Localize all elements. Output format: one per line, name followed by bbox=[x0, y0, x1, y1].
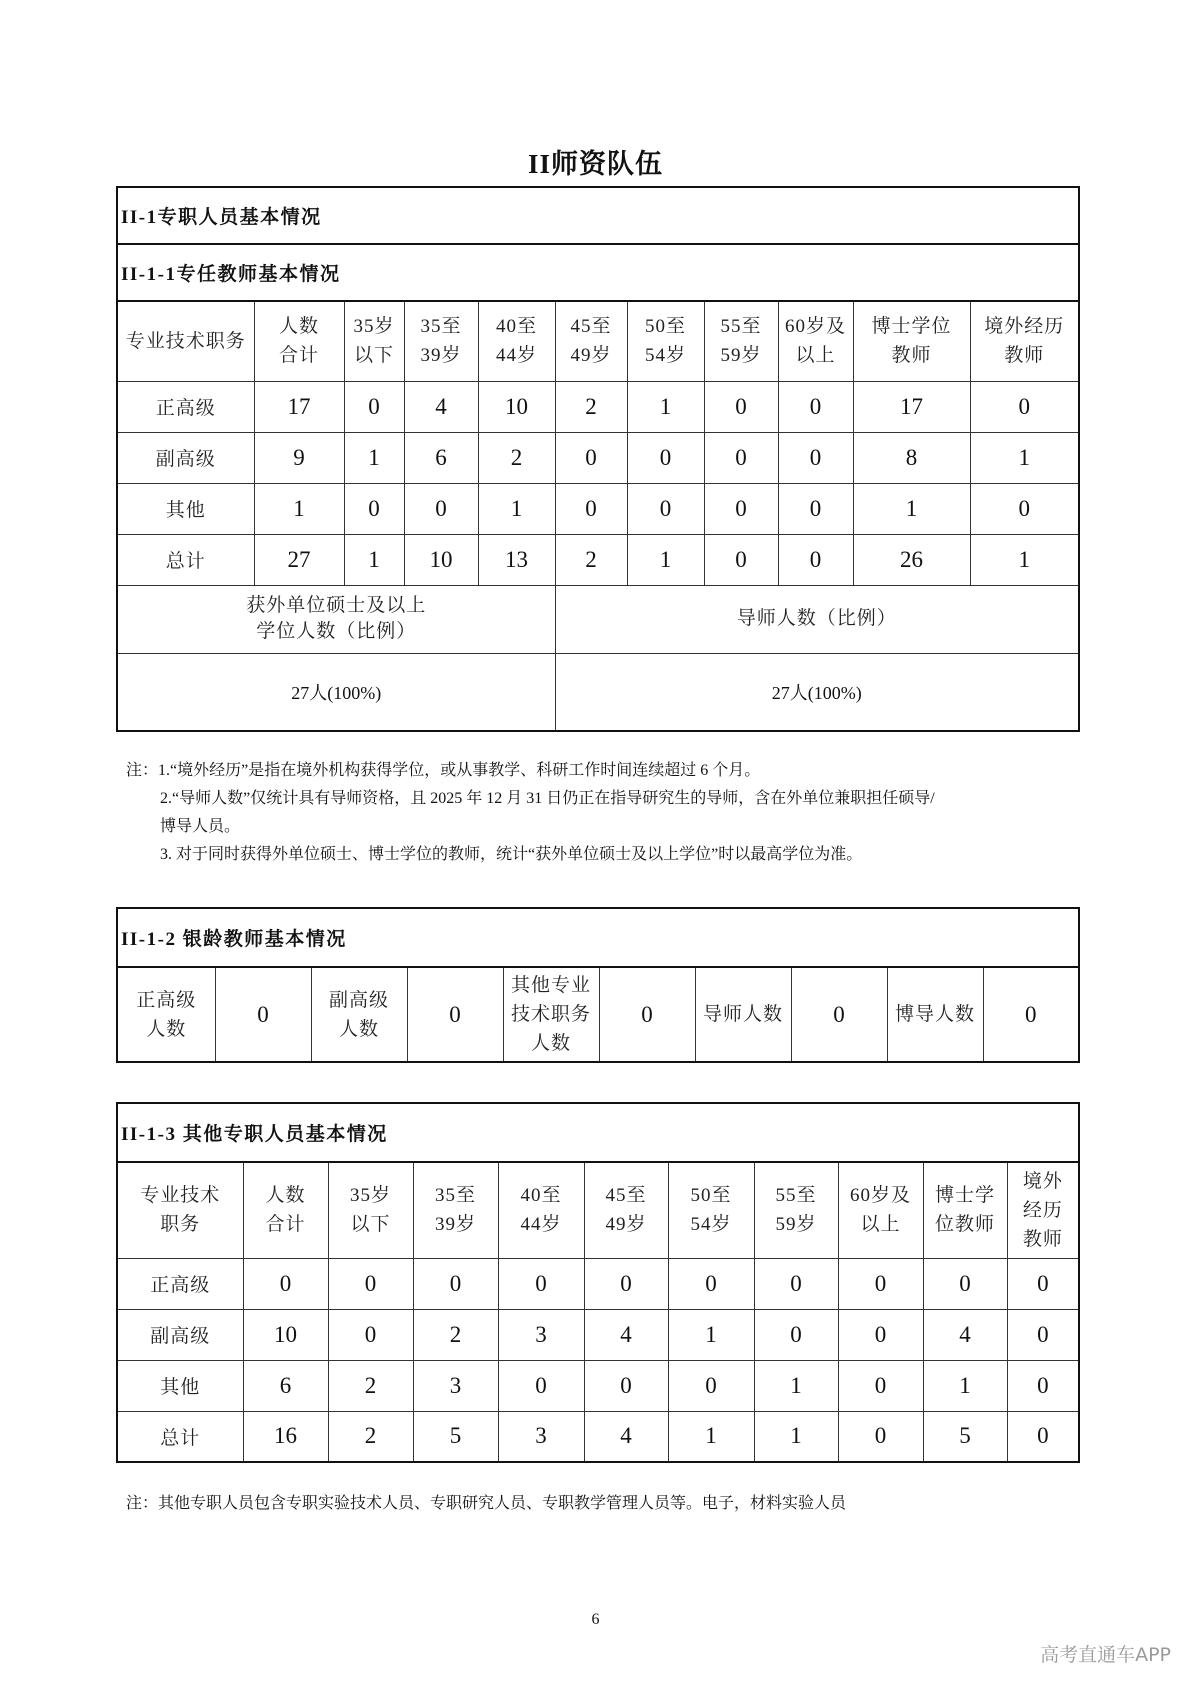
table-cell: 0 bbox=[838, 1258, 923, 1309]
column-header bbox=[404, 301, 478, 381]
note-line: 3. 对于同时获得外单位硕士、博士学位的教师，统计“获外单位硕士及以上学位”时以最高学位为准。 bbox=[160, 846, 863, 863]
table-cell: 2 bbox=[555, 534, 627, 585]
table-cell: 0 bbox=[778, 381, 853, 432]
table-cell: 0 bbox=[1007, 1411, 1079, 1462]
table-cell: 0 bbox=[778, 534, 853, 585]
column-header bbox=[754, 1162, 838, 1258]
column-header bbox=[328, 1162, 413, 1258]
table-cell: 1 bbox=[970, 534, 1079, 585]
label-line: 导师人数（比例） bbox=[736, 608, 897, 629]
table-cell: 1 bbox=[668, 1411, 754, 1462]
table-cell: 5 bbox=[413, 1411, 498, 1462]
column-header bbox=[584, 1162, 668, 1258]
label-line: 位教师 bbox=[934, 1214, 995, 1236]
cell-value: 0 bbox=[791, 967, 887, 1062]
other-staff-table bbox=[116, 1102, 1080, 1463]
cell-label bbox=[887, 967, 983, 1062]
page-number: 6 bbox=[591, 1611, 600, 1628]
subsection-title: II-1-1专任教师基本情况 bbox=[117, 244, 1079, 301]
table-cell: 1 bbox=[627, 534, 704, 585]
table-cell: 3 bbox=[498, 1309, 584, 1360]
table-cell: 0 bbox=[1007, 1258, 1079, 1309]
label-line: 专业技术职务 bbox=[125, 330, 246, 352]
row-label: 总计 bbox=[117, 534, 254, 585]
label-line: 59岁 bbox=[775, 1214, 817, 1236]
section-title: II-1-3 其他专职人员基本情况 bbox=[117, 1103, 1079, 1162]
table-cell: 1 bbox=[970, 432, 1079, 483]
label-line: 60岁及 bbox=[784, 316, 846, 338]
table-cell: 8 bbox=[853, 432, 970, 483]
cell-label bbox=[503, 967, 599, 1062]
table-cell: 4 bbox=[584, 1411, 668, 1462]
table-cell: 0 bbox=[627, 432, 704, 483]
table-row bbox=[117, 1360, 1079, 1411]
table-cell: 0 bbox=[555, 483, 627, 534]
table-cell: 4 bbox=[923, 1309, 1007, 1360]
label-line: 人数 bbox=[265, 1185, 306, 1207]
table-cell: 0 bbox=[778, 483, 853, 534]
label-line: 副高级 bbox=[328, 989, 389, 1011]
label-line: 45至 bbox=[570, 316, 612, 338]
label-line: 54岁 bbox=[690, 1214, 732, 1236]
column-header bbox=[344, 301, 404, 381]
row-label: 正高级 bbox=[117, 381, 254, 432]
label-line: 44岁 bbox=[495, 345, 537, 367]
table-cell: 6 bbox=[404, 432, 478, 483]
label-line: 博士学位 bbox=[871, 316, 952, 338]
label-line: 50至 bbox=[690, 1185, 732, 1207]
label-line: 以上 bbox=[860, 1214, 901, 1236]
column-header bbox=[923, 1162, 1007, 1258]
table-cell: 5 bbox=[923, 1411, 1007, 1462]
section-title: II-1专职人员基本情况 bbox=[117, 187, 1079, 244]
full-time-teachers-table bbox=[116, 186, 1080, 732]
row-label: 副高级 bbox=[117, 1309, 243, 1360]
cell-label bbox=[695, 967, 791, 1062]
column-header bbox=[498, 1162, 584, 1258]
senior-teachers-row bbox=[117, 967, 1079, 1062]
table-header-row bbox=[117, 301, 1079, 381]
column-header bbox=[254, 301, 344, 381]
note-line: 注：其他专职人员包含专职实验技术人员、专职研究人员、专职教学管理人员等。电子，材料实验人员 bbox=[126, 1495, 847, 1512]
table-cell: 16 bbox=[243, 1411, 328, 1462]
label-line: 40至 bbox=[495, 316, 537, 338]
table-cell: 0 bbox=[498, 1258, 584, 1309]
table-row bbox=[117, 381, 1079, 432]
senior-teachers-table bbox=[116, 907, 1080, 1063]
label-line: 其他专业 bbox=[510, 975, 591, 996]
column-header bbox=[838, 1162, 923, 1258]
table-cell: 26 bbox=[853, 534, 970, 585]
supervisor-count-header bbox=[555, 585, 1079, 653]
label-line: 正高级 bbox=[136, 989, 197, 1011]
label-line: 54岁 bbox=[644, 345, 686, 367]
table-cell: 1 bbox=[668, 1309, 754, 1360]
masters-degree-value: 27人(100%) bbox=[117, 653, 555, 731]
cell-label bbox=[311, 967, 407, 1062]
table-row bbox=[117, 1258, 1079, 1309]
table-cell: 0 bbox=[668, 1360, 754, 1411]
table-cell: 0 bbox=[704, 534, 778, 585]
table-cell: 17 bbox=[254, 381, 344, 432]
label-line: 55至 bbox=[775, 1185, 817, 1207]
label-line: 49岁 bbox=[570, 345, 612, 367]
table-cell: 1 bbox=[344, 534, 404, 585]
table-row bbox=[117, 432, 1079, 483]
table-cell: 0 bbox=[243, 1258, 328, 1309]
table-cell: 4 bbox=[584, 1309, 668, 1360]
column-header bbox=[970, 301, 1079, 381]
table-cell: 9 bbox=[254, 432, 344, 483]
label-line: 50至 bbox=[644, 316, 686, 338]
table-cell: 0 bbox=[404, 483, 478, 534]
table-cell: 0 bbox=[344, 381, 404, 432]
label-line: 博导人数 bbox=[894, 1004, 975, 1025]
table-cell: 0 bbox=[704, 483, 778, 534]
table-cell: 4 bbox=[404, 381, 478, 432]
table-cell: 1 bbox=[754, 1411, 838, 1462]
label-line: 人数 bbox=[146, 1018, 187, 1040]
table-cell: 0 bbox=[970, 381, 1079, 432]
table-cell: 1 bbox=[754, 1360, 838, 1411]
table-cell: 1 bbox=[853, 483, 970, 534]
table-row bbox=[117, 1309, 1079, 1360]
table-cell: 0 bbox=[923, 1258, 1007, 1309]
label-line: 教师 bbox=[891, 345, 932, 367]
label-line: 教师 bbox=[1004, 345, 1045, 367]
column-header bbox=[117, 1162, 243, 1258]
table-cell: 10 bbox=[478, 381, 555, 432]
table-cell: 0 bbox=[584, 1360, 668, 1411]
notes-block bbox=[126, 757, 935, 869]
table-cell: 0 bbox=[627, 483, 704, 534]
label-line: 49岁 bbox=[605, 1214, 647, 1236]
label-line: 60岁及 bbox=[849, 1185, 911, 1207]
label-line: 获外单位硕士及以上 bbox=[246, 595, 427, 616]
label-line: 合计 bbox=[265, 1214, 306, 1236]
table-cell: 0 bbox=[328, 1309, 413, 1360]
table-cell: 0 bbox=[344, 483, 404, 534]
table-row bbox=[117, 534, 1079, 585]
label-line: 博士学 bbox=[934, 1185, 995, 1207]
watermark: 高考直通车APP bbox=[1040, 1644, 1171, 1666]
note-line: 博导人员。 bbox=[160, 818, 241, 835]
row-label: 总计 bbox=[117, 1411, 243, 1462]
table-cell: 0 bbox=[704, 381, 778, 432]
table-cell: 2 bbox=[478, 432, 555, 483]
table-cell: 6 bbox=[243, 1360, 328, 1411]
column-header bbox=[1007, 1162, 1079, 1258]
table-cell: 13 bbox=[478, 534, 555, 585]
label-line: 专业技术 bbox=[140, 1185, 221, 1207]
note-line: 注：1.“境外经历”是指在境外机构获得学位，或从事教学、科研工作时间连续超过 6 个月。 bbox=[126, 762, 761, 779]
table-cell: 2 bbox=[555, 381, 627, 432]
row-label: 正高级 bbox=[117, 1258, 243, 1309]
label-line: 35至 bbox=[420, 316, 462, 338]
cell-label bbox=[117, 967, 215, 1062]
column-header bbox=[243, 1162, 328, 1258]
cell-value: 0 bbox=[599, 967, 695, 1062]
label-line: 以上 bbox=[795, 345, 836, 367]
column-header bbox=[413, 1162, 498, 1258]
table-cell: 0 bbox=[1007, 1360, 1079, 1411]
column-header bbox=[668, 1162, 754, 1258]
table-cell: 2 bbox=[413, 1309, 498, 1360]
column-header bbox=[627, 301, 704, 381]
supervisor-count-value: 27人(100%) bbox=[555, 653, 1079, 731]
table-cell: 2 bbox=[328, 1411, 413, 1462]
notes-block bbox=[126, 1490, 846, 1518]
table-cell: 0 bbox=[584, 1258, 668, 1309]
label-line: 45至 bbox=[605, 1185, 647, 1207]
label-line: 55至 bbox=[720, 316, 762, 338]
section-title: II-1-2 银龄教师基本情况 bbox=[117, 908, 1079, 967]
table-row bbox=[117, 483, 1079, 534]
column-header bbox=[704, 301, 778, 381]
label-line: 境外经历 bbox=[984, 316, 1065, 338]
label-line: 59岁 bbox=[720, 345, 762, 367]
label-line: 40至 bbox=[520, 1185, 562, 1207]
table-cell: 0 bbox=[838, 1411, 923, 1462]
label-line: 35岁 bbox=[349, 1185, 391, 1207]
table-cell: 0 bbox=[555, 432, 627, 483]
table-cell: 2 bbox=[328, 1360, 413, 1411]
table-cell: 0 bbox=[778, 432, 853, 483]
label-line: 经历 bbox=[1022, 1199, 1063, 1221]
label-line: 合计 bbox=[278, 345, 319, 367]
label-line: 35至 bbox=[434, 1185, 476, 1207]
table-cell: 3 bbox=[413, 1360, 498, 1411]
table-cell: 17 bbox=[853, 381, 970, 432]
table-cell: 0 bbox=[413, 1258, 498, 1309]
table-cell: 10 bbox=[243, 1309, 328, 1360]
table-cell: 0 bbox=[1007, 1309, 1079, 1360]
label-line: 教师 bbox=[1022, 1228, 1063, 1250]
table-cell: 0 bbox=[498, 1360, 584, 1411]
table-cell: 0 bbox=[754, 1258, 838, 1309]
cell-value: 0 bbox=[215, 967, 311, 1062]
column-header bbox=[853, 301, 970, 381]
table-cell: 1 bbox=[344, 432, 404, 483]
table-cell: 0 bbox=[328, 1258, 413, 1309]
row-label: 其他 bbox=[117, 1360, 243, 1411]
table-cell: 0 bbox=[704, 432, 778, 483]
label-line: 人数 bbox=[338, 1018, 379, 1040]
note-line: 2.“导师人数”仅统计具有导师资格，且 2025 年 12 月 31 日仍正在指导研究生的导师，含在外单位兼职担任硕导/ bbox=[160, 790, 935, 807]
masters-degree-header bbox=[117, 585, 555, 653]
label-line: 导师人数 bbox=[702, 1004, 783, 1025]
table-cell: 27 bbox=[254, 534, 344, 585]
label-line: 44岁 bbox=[520, 1214, 562, 1236]
table-cell: 1 bbox=[478, 483, 555, 534]
label-line: 人数 bbox=[278, 316, 319, 338]
table-cell: 3 bbox=[498, 1411, 584, 1462]
column-header bbox=[117, 301, 254, 381]
table-cell: 0 bbox=[754, 1309, 838, 1360]
column-header bbox=[478, 301, 555, 381]
table-cell: 1 bbox=[627, 381, 704, 432]
table-cell: 0 bbox=[838, 1309, 923, 1360]
row-label: 副高级 bbox=[117, 432, 254, 483]
table-cell: 10 bbox=[404, 534, 478, 585]
page-title: II师资队伍 bbox=[527, 149, 663, 179]
cell-value: 0 bbox=[407, 967, 503, 1062]
cell-value: 0 bbox=[983, 967, 1079, 1062]
label-line: 学位人数（比例） bbox=[256, 621, 417, 642]
label-line: 人数 bbox=[530, 1033, 571, 1054]
label-line: 以下 bbox=[353, 345, 394, 367]
column-header bbox=[778, 301, 853, 381]
row-label: 其他 bbox=[117, 483, 254, 534]
label-line: 职务 bbox=[160, 1214, 201, 1236]
table-cell: 0 bbox=[838, 1360, 923, 1411]
label-line: 境外 bbox=[1022, 1170, 1063, 1192]
table-cell: 1 bbox=[923, 1360, 1007, 1411]
table-cell: 1 bbox=[254, 483, 344, 534]
table-row bbox=[117, 1411, 1079, 1462]
table-cell: 0 bbox=[668, 1258, 754, 1309]
table-cell: 0 bbox=[970, 483, 1079, 534]
label-line: 35岁 bbox=[353, 316, 395, 338]
label-line: 技术职务 bbox=[510, 1004, 591, 1025]
label-line: 以下 bbox=[350, 1214, 391, 1236]
label-line: 39岁 bbox=[420, 345, 462, 367]
column-header bbox=[555, 301, 627, 381]
table-header-row bbox=[117, 1162, 1079, 1258]
label-line: 39岁 bbox=[434, 1214, 476, 1236]
